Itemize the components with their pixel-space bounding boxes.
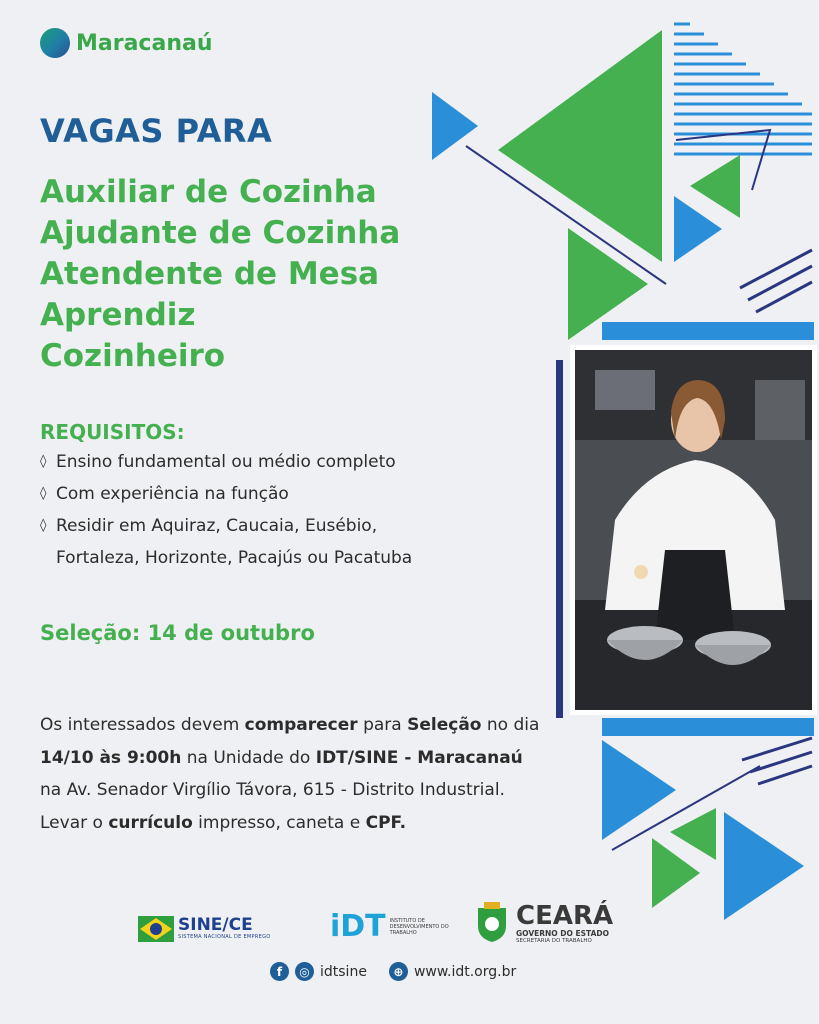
sine-subtitle: SISTEMA NACIONAL DE EMPREGO: [178, 934, 271, 940]
sine-logo: [138, 910, 271, 946]
requirement-text: Com experiência na função: [56, 484, 289, 504]
requirements-title: REQUISITOS:: [40, 420, 185, 444]
state-seal-icon: [474, 902, 510, 944]
requirement-item: [40, 478, 520, 510]
diamond-bullet-icon: ◊: [40, 486, 47, 501]
info-text: na Av. Senador Virgílio Távora, 615 - Distrito Industrial. Levar o: [40, 780, 505, 833]
job-item: Atendente de Mesa: [40, 256, 380, 292]
requirement-continuation: [40, 542, 520, 574]
job-item: Ajudante de Cozinha: [40, 215, 401, 251]
info-bold: Seleção: [407, 715, 482, 735]
instagram-icon[interactable]: ◎: [295, 962, 314, 981]
info-paragraph: [40, 709, 540, 839]
requirement-text: Residir em Aquiraz, Caucaia, Eusébio,: [56, 516, 378, 536]
website-link[interactable]: www.idt.org.br: [413, 963, 517, 980]
info-text: impresso, caneta e: [192, 812, 366, 833]
brazil-flag-icon: [138, 910, 174, 946]
job-list: [40, 172, 400, 377]
ceara-government: GOVERNO DO ESTADO: [516, 928, 609, 938]
requirement-text: Fortaleza, Horizonte, Pacajús ou Pacatuba: [56, 548, 413, 568]
facebook-icon[interactable]: f: [270, 962, 289, 981]
requirement-item: [40, 446, 520, 478]
info-bold: IDT/SINE - Maracanaú: [315, 747, 523, 768]
contacts: [270, 962, 516, 981]
info-text: Os interessados devem: [40, 715, 245, 735]
diamond-bullet-icon: ◊: [40, 454, 47, 469]
info-text: na Unidade do: [181, 747, 316, 768]
job-item: Aprendiz: [40, 297, 196, 333]
requirements-list: [40, 446, 520, 574]
job-item: Cozinheiro: [40, 338, 226, 374]
headline: VAGAS PARA: [40, 112, 273, 150]
brand-name: Maracanaú: [76, 30, 213, 56]
requirement-text: Ensino fundamental ou médio completo: [56, 452, 396, 472]
ceara-logo: [474, 902, 613, 944]
brand: [40, 28, 213, 58]
ceara-name: CEARÁ: [516, 900, 614, 931]
idt-mark: iDT: [330, 909, 386, 944]
sine-name: SINE/CE: [178, 915, 253, 935]
social-handle[interactable]: idtsine: [320, 963, 367, 980]
info-bold: 14/10 às 9:00h: [40, 747, 182, 768]
idt-subtitle: INSTITUTO DE DESENVOLVIMENTO DO TRABALHO: [389, 918, 449, 936]
globe-icon: ⊕: [389, 962, 408, 981]
selection-date: Seleção: 14 de outubro: [40, 621, 315, 645]
job-item: Auxiliar de Cozinha: [40, 174, 377, 210]
diamond-bullet-icon: ◊: [40, 518, 47, 533]
requirement-item: [40, 510, 520, 542]
chef-photo: [575, 350, 812, 710]
info-bold: CPF.: [365, 812, 407, 833]
info-bold: currículo: [108, 812, 193, 833]
idt-logo: [330, 910, 450, 944]
brand-logo-icon: [40, 28, 70, 58]
info-text: para: [357, 715, 408, 735]
info-bold: comparecer: [244, 715, 358, 735]
ceara-secretariat: SECRETARIA DO TRABALHO: [516, 937, 592, 944]
info-text: no dia: [481, 715, 540, 735]
